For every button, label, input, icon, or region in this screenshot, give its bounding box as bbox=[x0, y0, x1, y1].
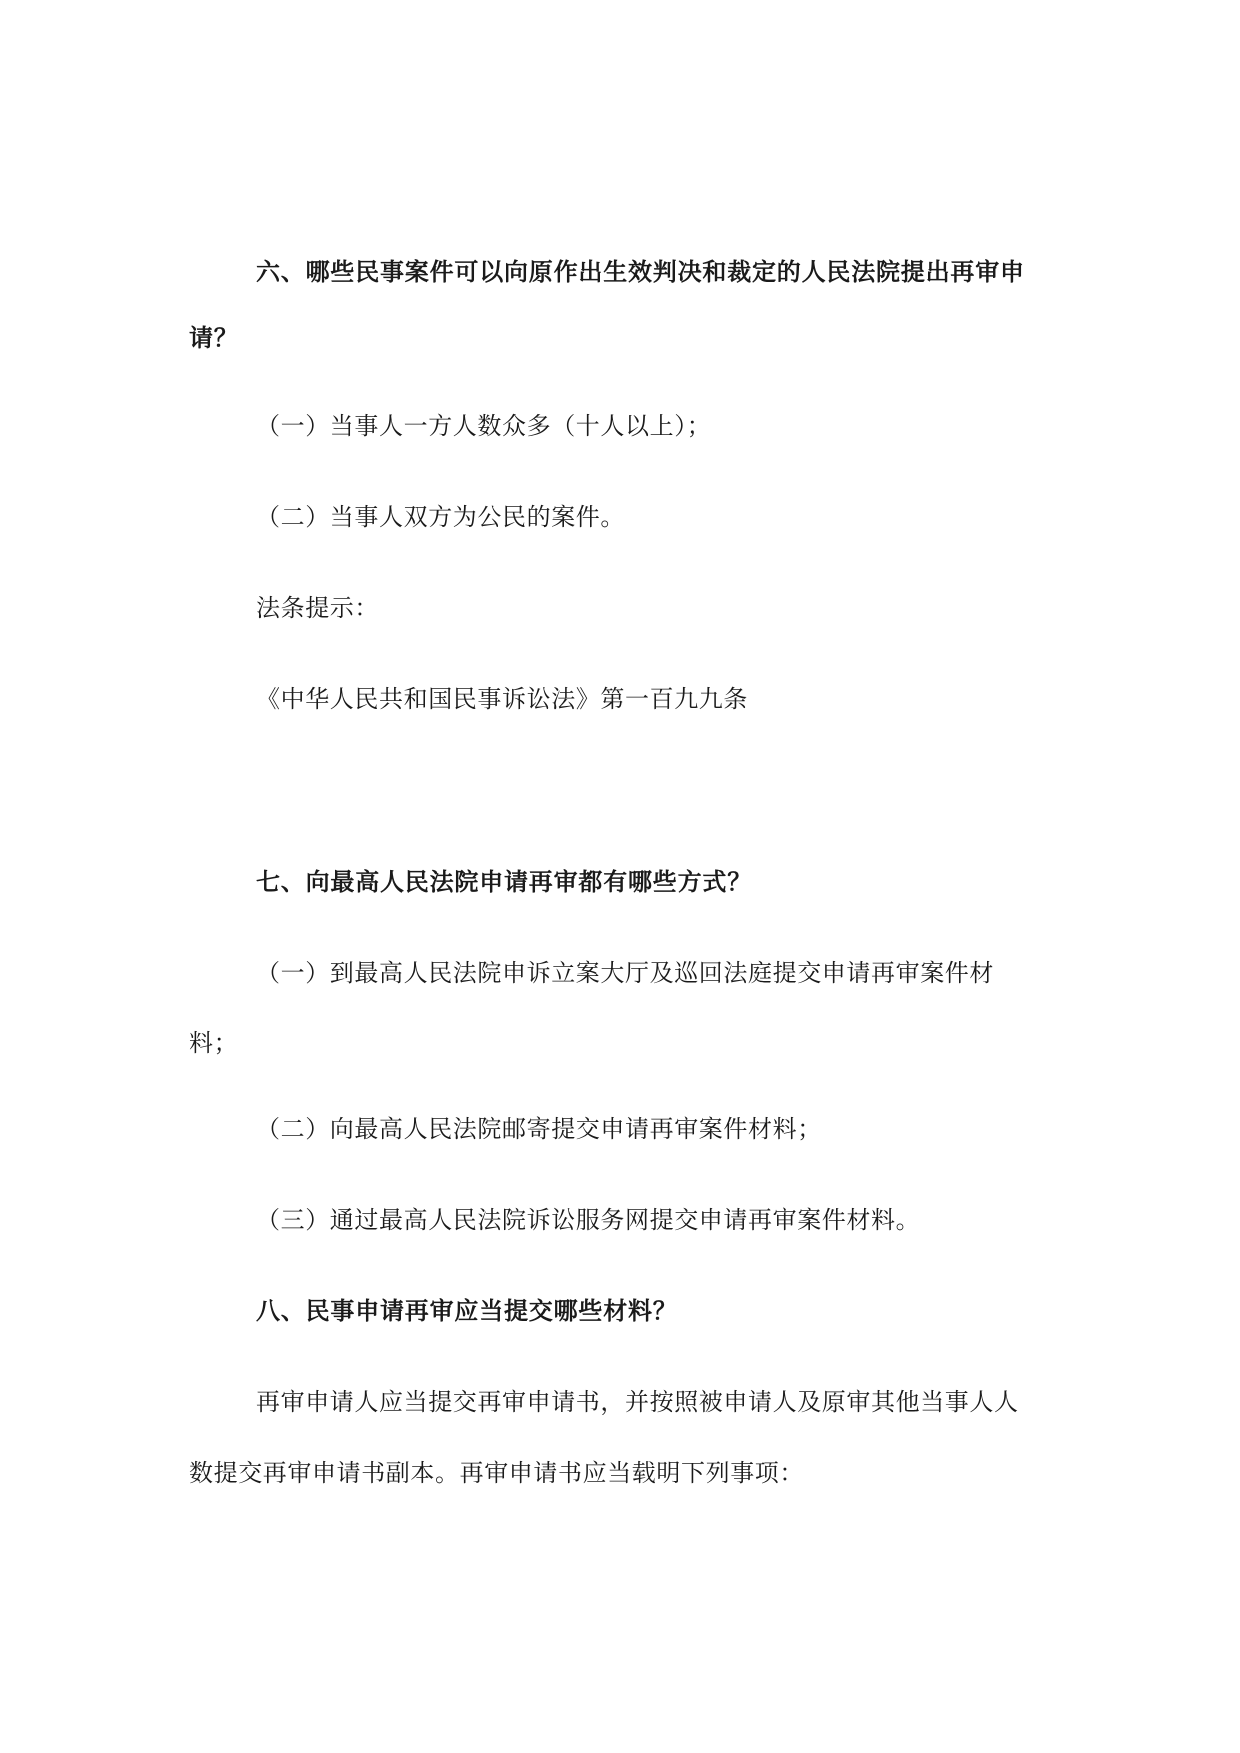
section7-item2: （二）向最高人民法院邮寄提交申请再审案件材料； bbox=[256, 1115, 822, 1143]
section6-heading-line2: 请？ bbox=[189, 324, 239, 352]
section6-item1: （一）当事人一方人数众多（十人以上）； bbox=[256, 412, 712, 440]
section8-paragraph-line1: 再审申请人应当提交再审申请书，并按照被申请人及原审其他当事人人 bbox=[256, 1388, 1019, 1416]
section6-law-reference: 《中华人民共和国民事诉讼法》第一百九九条 bbox=[256, 685, 748, 713]
section8-heading: 八、民事申请再审应当提交哪些材料？ bbox=[256, 1297, 678, 1325]
section7-item1-line1: （一）到最高人民法院申诉立案大厅及巡回法庭提交申请再审案件材 bbox=[256, 959, 994, 987]
section6-item2: （二）当事人双方为公民的案件。 bbox=[256, 503, 625, 531]
section8-paragraph-line2: 数提交再审申请书副本。再审申请书应当载明下列事项： bbox=[189, 1459, 804, 1487]
section7-heading: 七、向最高人民法院申请再审都有哪些方式？ bbox=[256, 868, 752, 896]
section7-item3: （三）通过最高人民法院诉讼服务网提交申请再审案件材料。 bbox=[256, 1206, 921, 1234]
section6-law-hint-label: 法条提示： bbox=[256, 594, 379, 622]
section6-heading-line1: 六、哪些民事案件可以向原作出生效判决和裁定的人民法院提出再审申 bbox=[256, 258, 1025, 286]
section7-item1-line2: 料； bbox=[189, 1029, 239, 1057]
